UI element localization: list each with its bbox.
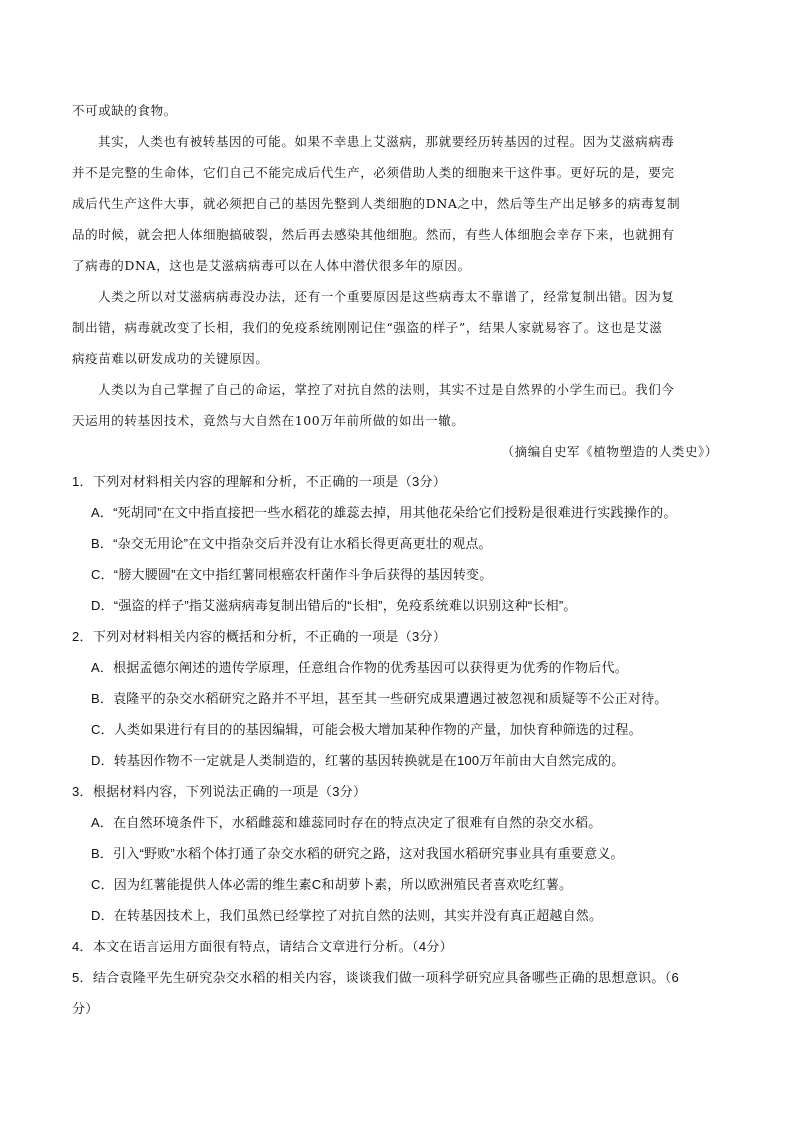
option-c: C．“膀大腰圆”在文中指红薯同根癌农杆菌作斗争后获得的基因转变。 — [91, 567, 493, 582]
passage-line: 成后代生产这件大事，就必须把自己的基因先整到人类细胞的DNA之中，然后等生产出足够多的病毒复制 — [72, 196, 681, 211]
option-a: A．“死胡同”在文中指直接把一些水稻花的雄蕊去掉，用其他花朵给它们授粉是很难进行实践操作的。 — [91, 505, 677, 520]
question-stem-continued: 分） — [72, 1001, 99, 1016]
passage-line: 了病毒的DNA，这也是艾滋病病毒可以在人体中潜伏很多年的原因。 — [72, 258, 471, 273]
option-c: C．因为红薯能提供人体必需的维生素C和胡萝卜素，所以欧洲殖民者喜欢吃红薯。 — [91, 877, 573, 892]
passage-line: 病疫苗难以研发成功的关键原因。 — [72, 351, 269, 366]
passage-line: 人类之所以对艾滋病病毒没办法，还有一个重要原因是这些病毒太不靠谱了，经常复制出错。因为复 — [98, 289, 675, 304]
option-d: D．“强盗的样子”指艾滋病病毒复制出错后的“长相”，免疫系统难以识别这种“长相”。 — [91, 598, 577, 613]
option-c: C．人类如果进行有目的的基因编辑，可能会极大增加某种作物的产量，加快育种筛选的过程。 — [91, 722, 642, 737]
passage-line: 品的时候，就会把人体细胞搞破裂，然后再去感染其他细胞。然而，有些人体细胞会幸存下来，也就拥有 — [72, 227, 675, 242]
option-d: D．转基因作物不一定就是人类制造的，红薯的基因转换就是在100万年前由大自然完成的。 — [91, 753, 625, 768]
option-d: D．在转基因技术上，我们虽然已经掌控了对抗自然的法则，其实并没有真正超越自然。 — [91, 908, 603, 923]
option-b: B．引入“野败”水稻个体打通了杂交水稻的研究之路，这对我国水稻研究事业具有重要意义。 — [91, 846, 624, 861]
option-b: B．袁隆平的杂交水稻研究之路并不平坦，甚至其一些研究成果遭遇过被忽视和质疑等不公正对待。 — [91, 691, 668, 706]
question-stem: 2．下列对材料相关内容的概括和分析，不正确的一项是（3分） — [72, 629, 447, 644]
option-a: A．在自然环境条件下，水稻雌蕊和雄蕊同时存在的特点决定了很难有自然的杂交水稻。 — [91, 815, 602, 830]
question-stem: 3．根据材料内容，下列说法正确的一项是（3分） — [72, 784, 367, 799]
passage-source: （摘编自史军《植物塑造的人类史》） — [501, 444, 718, 459]
passage-line: 并不是完整的生命体，它们自己不能完成后代生产，必须借助人类的细胞来干这件事。更好玩的是，要完 — [72, 165, 675, 180]
question-stem: 4．本文在语言运用方面很有特点，请结合文章进行分析。（4分） — [72, 939, 453, 954]
option-a: A．根据孟德尔阐述的遗传学原理，任意组合作物的优秀基因可以获得更为优秀的作物后代。 — [91, 660, 628, 675]
passage-line: 人类以为自己掌握了自己的命运，掌控了对抗自然的法则，其实不过是自然界的小学生而已。我们今 — [98, 382, 675, 397]
passage-line: 不可或缺的食物。 — [72, 103, 177, 118]
question-stem: 5．结合袁隆平先生研究杂交水稻的相关内容，谈谈我们做一项科学研究应具备哪些正确的思想意识。（6 — [72, 970, 680, 985]
passage-line: 天运用的转基因技术，竟然与大自然在100万年前所做的如出一辙。 — [72, 413, 465, 428]
option-b: B．“杂交无用论”在文中指杂交后并没有让水稻长得更高更壮的观点。 — [91, 536, 492, 551]
passage-line: 制出错，病毒就改变了长相，我们的免疫系统刚刚记住“强盗的样子”，结果人家就易容了。这也是艾滋 — [72, 320, 663, 335]
passage-line: 其实，人类也有被转基因的可能。如果不幸患上艾滋病，那就要经历转基因的过程。因为艾滋病病毒 — [98, 134, 675, 149]
question-stem: 1．下列对材料相关内容的理解和分析，不正确的一项是（3分） — [72, 474, 447, 489]
